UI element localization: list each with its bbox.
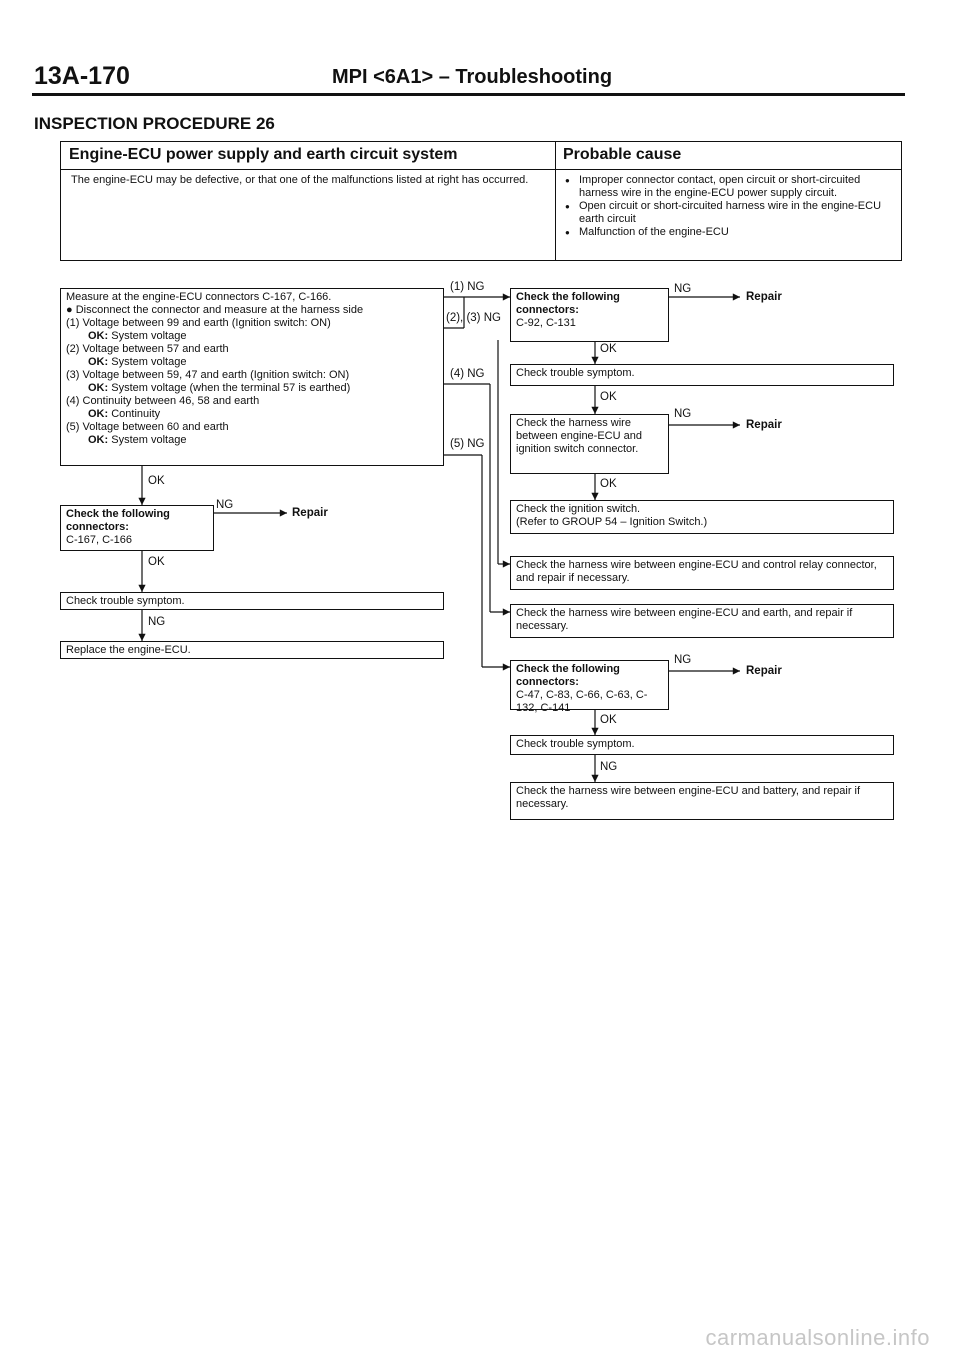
measure-step: (2) Voltage between 57 and earth	[66, 343, 229, 355]
ng-label: NG	[674, 283, 692, 295]
ignition-switch-ref: (Refer to GROUP 54 – Ignition Switch.)	[516, 516, 708, 528]
branch-label-ng4: (4) NG	[450, 368, 485, 380]
connectors-title: Check the following connectors:	[516, 291, 620, 316]
ignition-switch-line: Check the ignition switch.	[516, 503, 641, 515]
measure-ok: OK: System voltage (when the terminal 57 is earthed)	[88, 382, 351, 394]
watermark: carmanualsonline.info	[705, 1325, 930, 1350]
ignition-switch-box	[510, 500, 894, 534]
ng-label: NG	[674, 654, 692, 666]
cause-item: ● Malfunction of the engine-ECU	[565, 226, 901, 239]
branch-label-ng5: (5) NG	[450, 438, 485, 450]
ng-label: NG	[674, 408, 692, 420]
branch-label-ng23: (2), (3) NG	[446, 312, 501, 324]
right-check-trouble-box-2: Check trouble symptom.	[510, 735, 894, 755]
measure-step: (1) Voltage between 99 and earth (Ignition switch: ON)	[66, 317, 331, 329]
replace-ecu-box: Replace the engine-ECU.	[60, 641, 444, 659]
ok-label: OK	[148, 556, 165, 568]
cause-item: ● Improper connector contact, open circuit or short-circuited harness wire in the engine-ECU power supply circuit.	[565, 174, 901, 200]
connectors-list: C-92, C-131	[516, 317, 576, 329]
measure-box	[60, 288, 444, 466]
harness-ignition-box: Check the harness wire between engine-ECU and ignition switch connector.	[510, 414, 669, 474]
ng-label: NG	[600, 761, 618, 773]
measure-title: Measure at the engine-ECU connectors C-167, C-166.	[66, 291, 332, 303]
repair-label: Repair	[746, 665, 782, 677]
repair-label: Repair	[746, 291, 782, 303]
ng-label: NG	[216, 499, 234, 511]
ng-label: NG	[148, 616, 166, 628]
branch-label-ng1: (1) NG	[450, 281, 485, 293]
repair-label: Repair	[746, 419, 782, 431]
ok-label: OK	[600, 478, 617, 490]
right-check-trouble-box-1: Check trouble symptom.	[510, 364, 894, 386]
left-check-trouble-box: Check trouble symptom.	[60, 592, 444, 610]
measure-step: (3) Voltage between 59, 47 and earth (Ignition switch: ON)	[66, 369, 350, 381]
page-number: 13A-170	[34, 62, 130, 90]
measure-ok: OK: System voltage	[88, 356, 187, 368]
ok-label: OK	[148, 475, 165, 487]
left-check-connectors-box	[60, 505, 214, 551]
right-check-connectors-box-1	[510, 288, 669, 342]
probable-cause-heading: Probable cause	[555, 142, 901, 170]
ok-label: OK	[600, 391, 617, 403]
connectors-title: Check the following connectors:	[66, 508, 170, 533]
cause-item: ● Open circuit or short-circuited harness wire in the engine-ECU earth circuit	[565, 200, 901, 226]
ok-label: OK	[600, 343, 617, 355]
symptom-text: The engine-ECU may be defective, or that one of the malfunctions listed at right has occurred.	[71, 174, 529, 186]
right-check-connectors-box-2	[510, 660, 669, 714]
page-title: MPI <6A1> – Troubleshooting	[332, 66, 613, 88]
ok-label: OK	[600, 714, 617, 726]
connectors-title: Check the following connectors:	[516, 663, 620, 688]
measure-step: (4) Continuity between 46, 58 and earth	[66, 395, 260, 407]
repair-label: Repair	[292, 507, 328, 519]
measure-step: (5) Voltage between 60 and earth	[66, 421, 229, 433]
symptom-heading: Engine-ECU power supply and earth circuit system	[61, 142, 555, 170]
connectors-list: C-167, C-166	[66, 534, 133, 546]
measure-bullet: ● Disconnect the connector and measure at the harness side	[66, 304, 364, 316]
control-relay-box: Check the harness wire between engine-ECU and control relay connector, and repair if necessary.	[510, 556, 894, 590]
connectors-list: C-47, C-83, C-66, C-63, C-132, C-141	[516, 689, 648, 714]
measure-ok: OK: System voltage	[88, 434, 187, 446]
battery-harness-box: Check the harness wire between engine-ECU and battery, and repair if necessary.	[510, 782, 894, 820]
measure-ok: OK: Continuity	[88, 408, 161, 420]
measure-ok: OK: System voltage	[88, 330, 187, 342]
earth-harness-box: Check the harness wire between engine-ECU and earth, and repair if necessary.	[510, 604, 894, 638]
procedure-title: INSPECTION PROCEDURE 26	[34, 114, 275, 133]
